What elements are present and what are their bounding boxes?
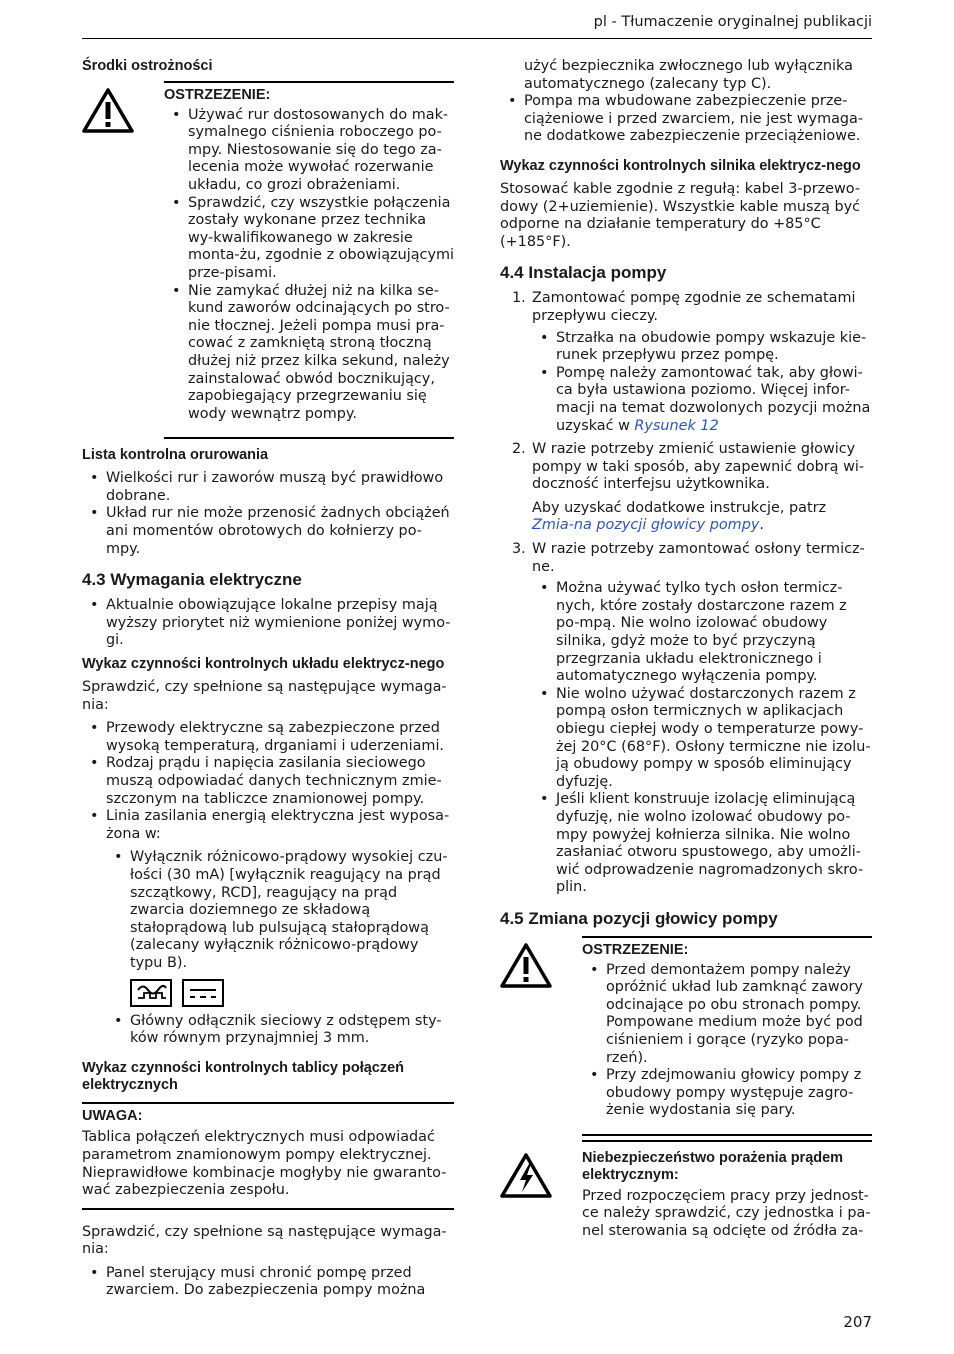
rcd-symbols: [130, 979, 454, 1007]
right-column: [500, 58, 872, 1257]
step-extra-text: Aby uzyskać dodatkowe instrukcje, patrz: [532, 499, 827, 516]
left-column: [82, 58, 454, 1306]
step-number: 1.: [512, 290, 526, 307]
warning-box-2: [500, 936, 872, 1136]
heading-pipe-checklist: Lista kontrolna orurowania: [82, 447, 269, 464]
list-item: • Strzałka na obudowie pompy wskazuje kie-runek przepływu przez pompę.: [532, 330, 872, 365]
step-text: Zamontować pompę zgodnie ze schematami przepływu cieczy.: [532, 290, 856, 324]
page-number: 207: [843, 1313, 872, 1331]
warning-triangle-icon: [82, 87, 134, 133]
list-item: • Jeśli klient konstruuje izolację eliminującą dyfuzję, nie wolno izolować obudowy po-mpy powyżej kołnierza silnika. Nie wolno zasłaniać otworu spustowego, aby umożli-wić odprowadzenie nagromadzonych skro-plin.: [532, 791, 872, 897]
list-item: • Aktualnie obowiązujące lokalne przepisy mają wyższy priorytet niż wymienione poniżej wymo-gi.: [82, 597, 454, 650]
step-extra: [532, 500, 872, 535]
heading-panel-checklist: Wykaz czynności kontrolnych tablicy połączeń elektrycznych: [82, 1059, 405, 1093]
list-item: • Rodzaj prądu i napięcia zasilania sieciowego muszą odpowiadać danych technicznym zmie-szczonym na tabliczce znamionowej pompy.: [82, 755, 454, 808]
heading-motor-checklist: Wykaz czynności kontrolnych silnika elektrycz-nego: [500, 157, 861, 174]
step-number: 2.: [512, 441, 526, 458]
section-link[interactable]: Zmia-na pozycji głowicy pompy: [532, 517, 760, 534]
paragraph: Stosować kable zgodnie z regułą: kabel 3-przewo-dowy (2+uziemienie). Wszystkie kable muszą być odporne na działanie temperatury do +85°C (+185°F).: [500, 180, 861, 250]
step-3: [500, 541, 872, 897]
warning-title: OSTRZEZENIE:: [164, 87, 271, 103]
section-heading-4-4: 4.4 Instalacja pompy: [500, 263, 667, 283]
sub-list-item: • Wyłącznik różnicowo-prądowy wysokiej czu-łości (30 mA) [wyłącznik reagujący na prąd szczątkowy, RCD], reagujący na prąd zwarcia doziemnego ze składową stałoprądową lub pulsującą stałoprądową (zalecany wyłącznik różnicowo-prądowy typu B).: [106, 849, 454, 972]
heading-precautions: Środki ostrożności: [82, 58, 213, 74]
paragraph: Sprawdzić, czy spełnione są następujące wymaga-nia:: [82, 679, 447, 713]
list-item: • Wielkości rur i zaworów muszą być prawidłowo dobrane.: [82, 470, 454, 505]
danger-title: Niebezpieczeństwo porażenia prądem elektrycznym:: [582, 1149, 844, 1183]
list-item: • Można używać tylko tych osłon termicz-nych, które zostały dostarczone razem z po-mpą. Nie wolno izolować obudowy silnika, gdyż może to być przyczyną przegrzania układu elektronicznego i automatycznego wyłączenia pompy.: [532, 580, 872, 686]
note-text: Tablica połączeń elektrycznych musi odpowiadać parametrom znamionowym pompy elektrycznej. Nieprawidłowe kombinacje mogłyby nie gwaranto-wać zabezpieczenia zespołu.: [82, 1129, 447, 1199]
warning-triangle-icon: [500, 942, 552, 988]
list-item: • Przed demontażem pompy należy opróżnić układ lub zamknąć zawory odcinające po obu stronach pompy. Pompowane medium może być pod ciśnieniem i gorące (ryzyko popa-rzeń).: [582, 962, 872, 1068]
list-item: [532, 365, 872, 435]
list-item: • Przewody elektryczne są zabezpieczone przed wysoką temperaturą, drganiami i uderzeniami.: [82, 720, 454, 755]
step-2: [500, 441, 872, 535]
step-text: W razie potrzeby zamontować osłony termicz-ne.: [532, 541, 865, 575]
section-heading-4-5: 4.5 Zmiana pozycji głowicy pompy: [500, 908, 778, 928]
paragraph: Sprawdzić, czy spełnione są następujące wymaga-nia:: [82, 1223, 447, 1258]
step-number: 3.: [512, 541, 526, 558]
list-item: • Nie zamykać dłużej niż na kilka se-kund zaworów odcinających po stro-nie tłocznej. Jeżeli pompa musi pra-cować z zamkniętą stroną tłoczną dłużej niż przez kilka sekund, należy zainstalować obwód bocznikujący, zapobiegający przegrzewaniu się wody wewnątrz pompy.: [164, 283, 454, 424]
section-heading-4-3: 4.3 Wymagania elektryczne: [82, 570, 302, 590]
list-item-text: Pompę należy zamontować tak, aby głowi-ca była ustawiona poziomo. Więcej infor-macji na temat dozwolonych pozycji można uzyskać w: [556, 364, 871, 434]
paragraph: użyć bezpiecznika zwłocznego lub wyłącznika automatycznego (zalecany typ C).: [524, 58, 853, 92]
list-item: • Linia zasilania energią elektryczna jest wyposa-żona w:: [82, 808, 454, 843]
warning-title: OSTRZEZENIE:: [582, 941, 689, 958]
electric-shock-icon: [500, 1152, 552, 1198]
danger-box: [500, 1140, 872, 1249]
step-text: W razie potrzeby zmienić ustawienie głowicy pompy w taki sposób, aby zapewnić dobrą wi-doczność interfejsu użytkownika.: [532, 441, 865, 493]
list-item: • Układ rur nie może przenosić żadnych obciążeń ani momentów obrotowych do kołnierzy po-mpy.: [82, 505, 454, 558]
sub-list-item: • Główny odłącznik sieciowy z odstępem sty-ków równym przynajmniej 3 mm.: [106, 1013, 454, 1048]
list-item: • Sprawdzić, czy wszystkie połączenia zostały wykonane przez technika wy-kwalifikowanego w zakresie monta-żu, zgodnie z obowiązującymi prze-pisami.: [164, 195, 454, 283]
list-item: • Panel sterujący musi chronić pompę przed zwarciem. Do zabezpieczenia pompy można: [82, 1265, 454, 1300]
page-header: [82, 14, 872, 39]
danger-text: Przed rozpoczęciem pracy przy jednost-ce należy sprawdzić, czy jednostka i pa-nel sterowania są odcięte od źródła za-: [582, 1187, 871, 1240]
list-item: • Pompa ma wbudowane zabezpieczenie prze-ciążeniowe i przed zwarciem, nie jest wymaga-ne dodatkowe zabezpieczenie przeciążeniowe.: [500, 93, 872, 146]
heading-elec-checklist: Wykaz czynności kontrolnych układu elektrycz-nego: [82, 656, 445, 673]
list-item: • Przy zdejmowaniu głowicy pompy z obudowy pompy występuje zagro-żenie wydostania się pary.: [582, 1067, 872, 1120]
note-title: UWAGA:: [82, 1107, 143, 1124]
dc-symbol-icon: [182, 979, 224, 1007]
step-extra-tail: .: [759, 517, 764, 534]
list-item: • Używać rur dostosowanych do mak-symalnego ciśnienia roboczego po-mpy. Niestosowanie się do tego za-lecenia może wywołać rozerwanie układu, co grozi obrażeniami.: [164, 107, 454, 195]
warning-box-1: [82, 81, 454, 439]
ac-pulsed-symbol-icon: [130, 979, 172, 1007]
header-title: pl - Tłumaczenie oryginalnej publikacji: [593, 14, 872, 30]
step-1: [500, 290, 872, 435]
note-box: [82, 1102, 454, 1210]
list-item: • Nie wolno używać dostarczonych razem z pompą osłon termicznych w aplikacjach obiegu ciepłej wody o temperaturze powy-żej 20°C (68°F). Osłony termiczne nie izolu-ją obudowy pompy w sposób eliminujący dyfuzję.: [532, 686, 872, 792]
figure-link[interactable]: Rysunek 12: [634, 417, 719, 434]
